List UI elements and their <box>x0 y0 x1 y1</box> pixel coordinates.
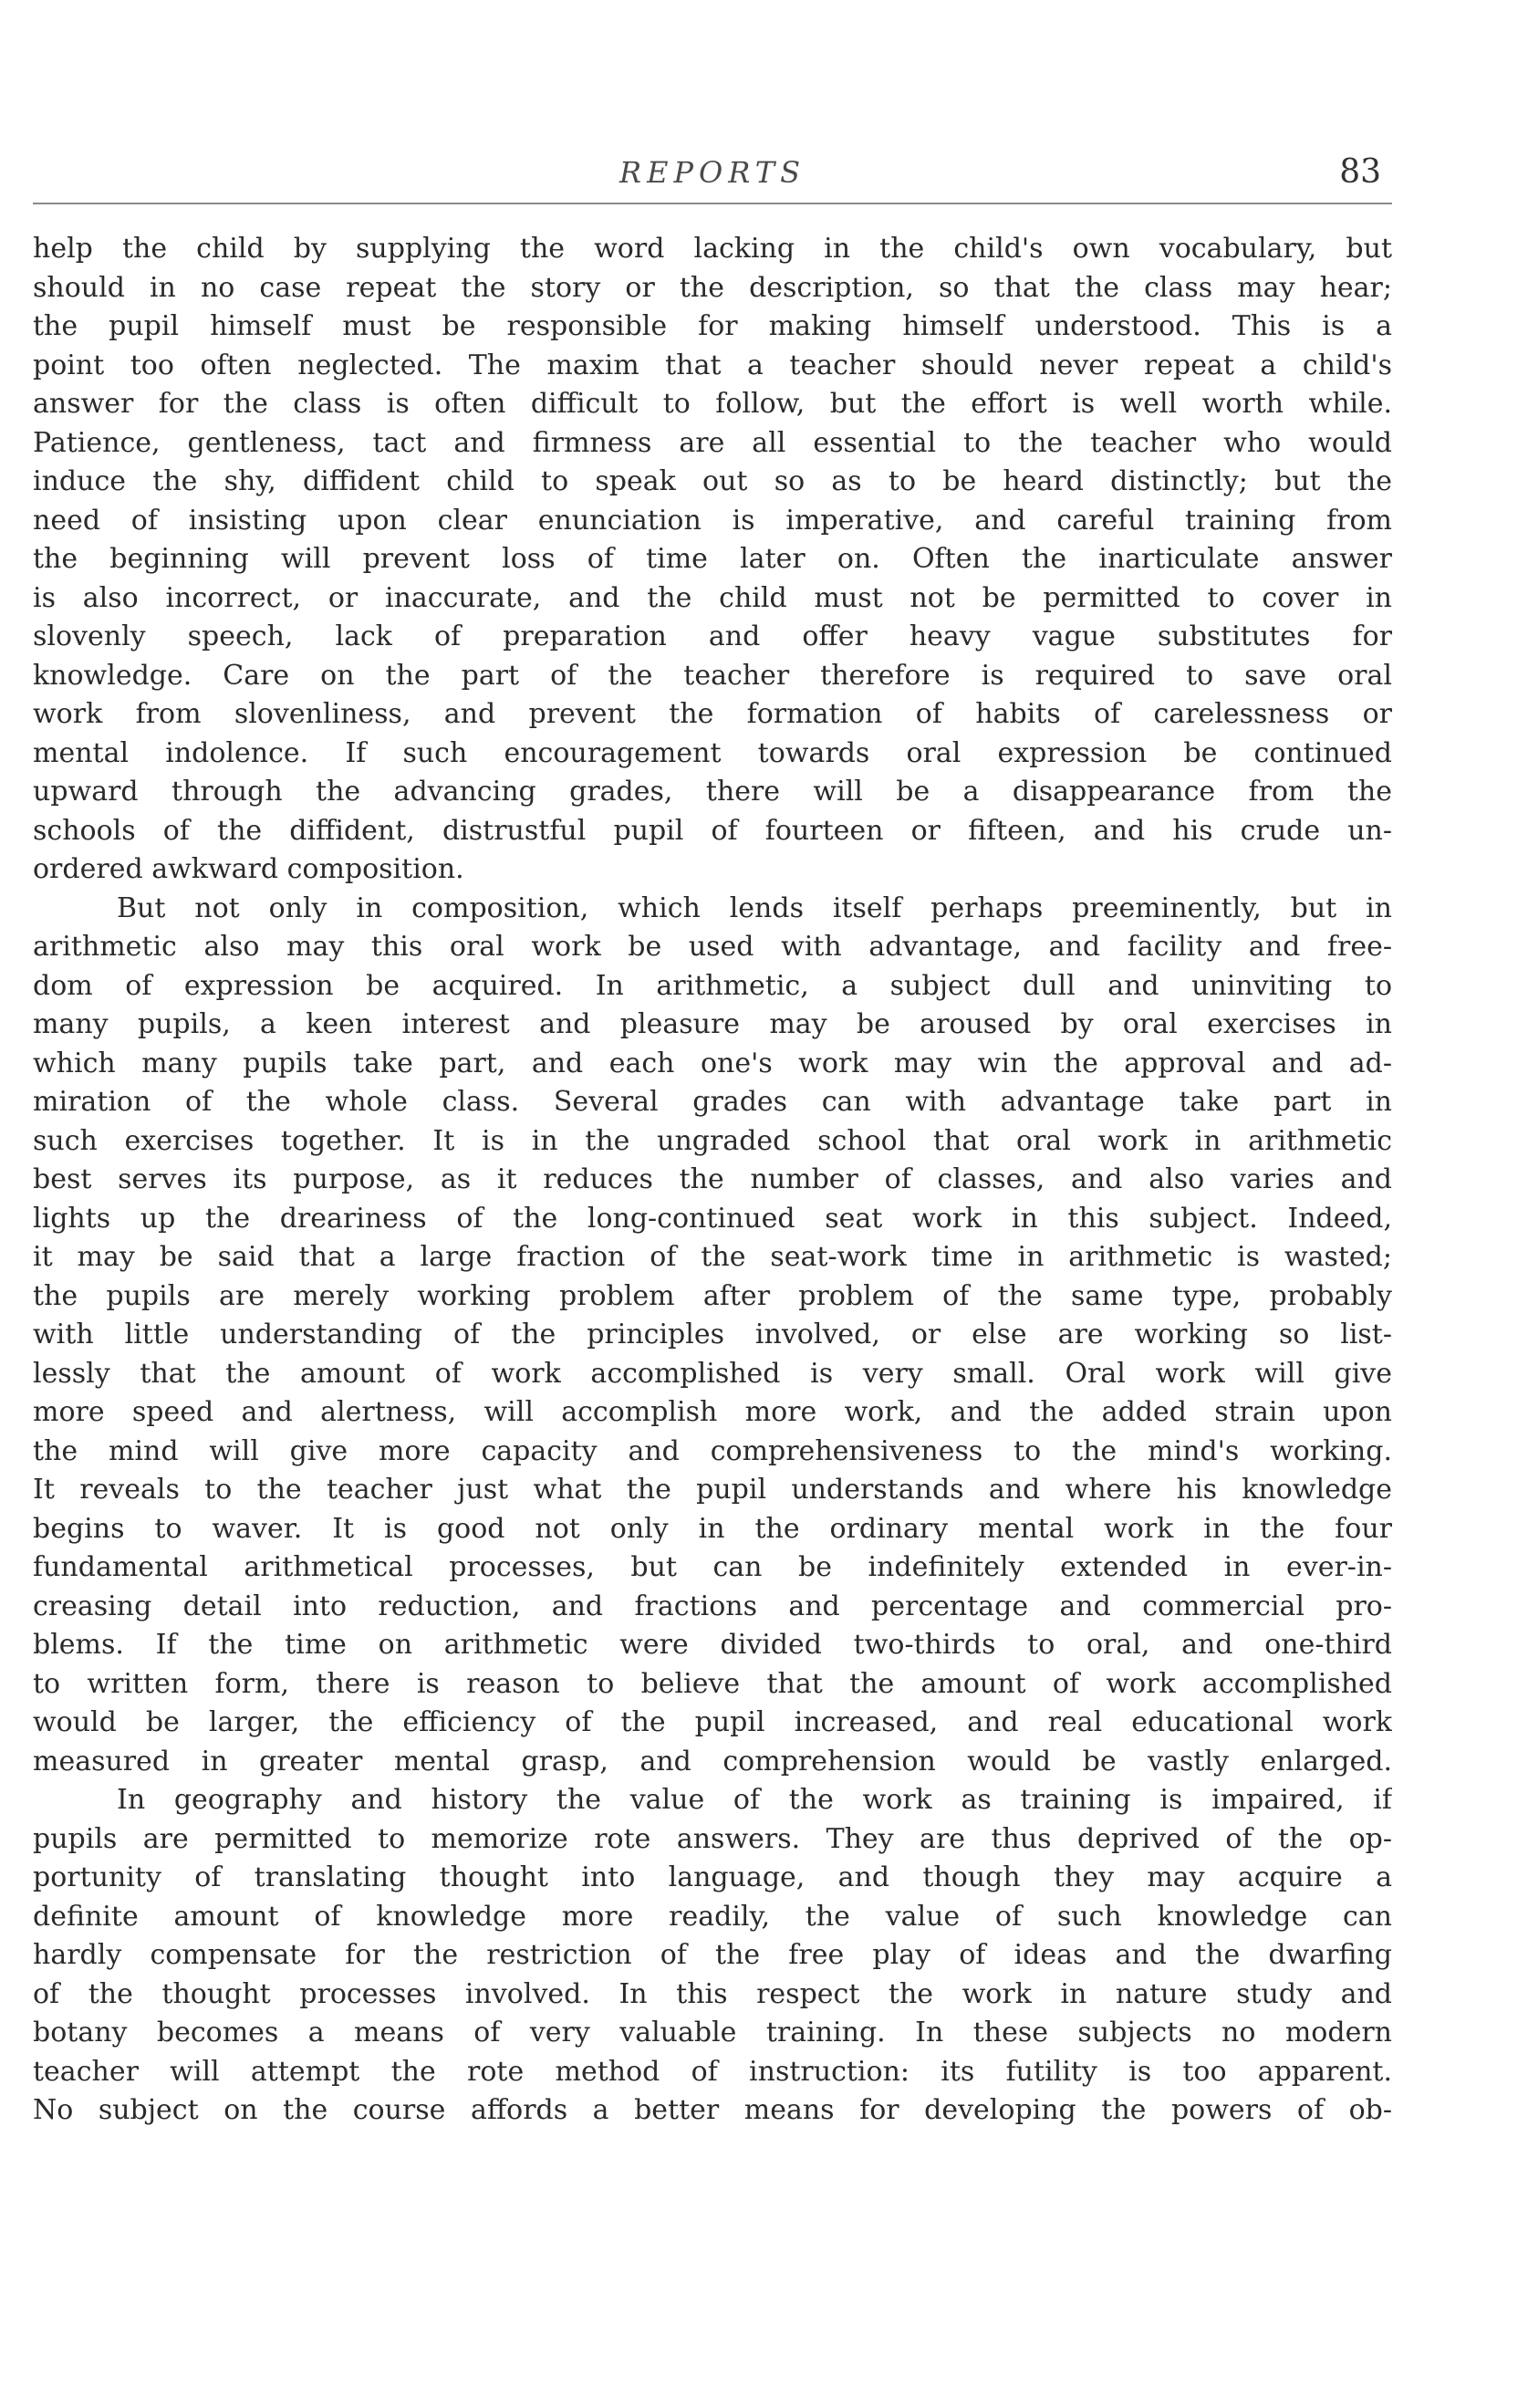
text-line: miration of the whole class. Several grades can with advantage take part in <box>33 1086 1392 1118</box>
text-line: the pupil himself must be responsible for making himself understood. This is a <box>33 310 1392 342</box>
text-line: Patience, gentleness, tact and firmness are all essential to the teacher who would <box>33 426 1392 459</box>
text-line: In geography and history the value of the work as training is impaired, if <box>117 1784 1392 1816</box>
text-line: should in no case repeat the story or the description, so that the class may hear; <box>33 271 1392 304</box>
text-line: hardly compensate for the restriction of the free play of ideas and the dwarfing <box>33 1939 1392 1971</box>
text-line: of the thought processes involved. In this respect the work in nature study and <box>33 1977 1392 2010</box>
text-line: lessly that the amount of work accomplished is very small. Oral work will give <box>33 1357 1392 1390</box>
text-line: point too often neglected. The maxim that a teacher should never repeat a child's <box>33 349 1392 381</box>
text-line: work from slovenliness, and prevent the formation of habits of carelessness or <box>33 698 1392 730</box>
page-number: 83 <box>1339 153 1381 191</box>
body-text <box>33 230 1392 2131</box>
text-line: measured in greater mental grasp, and comprehension would be vastly enlarged. <box>33 1745 1392 1777</box>
text-line: fundamental arithmetical processes, but can be indefinitely extended in ever-in- <box>33 1551 1392 1583</box>
text-line: would be larger, the efficiency of the pupil increased, and real educational work <box>33 1706 1392 1738</box>
text-line: begins to waver. It is good not only in the ordinary mental work in the four <box>33 1512 1392 1545</box>
running-head: REPORTS <box>618 155 806 190</box>
text-line: help the child by supplying the word lacking in the child's own vocabulary, but <box>33 233 1392 265</box>
text-line: ordered awkward composition. <box>33 853 464 885</box>
text-line: lights up the dreariness of the long-continued seat work in this subject. Indeed, <box>33 1202 1392 1235</box>
book-page <box>33 137 1392 2131</box>
text-line: botany becomes a means of very valuable training. In these subjects no modern <box>33 2017 1392 2048</box>
text-line: schools of the diffident, distrustful pupil of fourteen or fifteen, and his crude un- <box>33 814 1392 847</box>
text-line: more speed and alertness, will accomplish more work, and the added strain upon <box>33 1396 1392 1428</box>
text-line: which many pupils take part, and each one's work may win the approval and ad- <box>33 1047 1392 1079</box>
text-line: It reveals to the teacher just what the pupil understands and where his knowledge <box>33 1474 1392 1506</box>
text-line: portunity of translating thought into language, and though they may acquire a <box>33 1861 1392 1893</box>
text-line: the beginning will prevent loss of time later on. Often the inarticulate answer <box>33 543 1392 575</box>
text-line: the pupils are merely working problem after problem of the same type, probably <box>33 1279 1392 1312</box>
text-line: definite amount of knowledge more readily, the value of such knowledge can <box>33 1900 1392 1933</box>
text-line: pupils are permitted to memorize rote answers. They are thus deprived of the op- <box>33 1822 1392 1855</box>
text-line: answer for the class is often difficult to follow, but the effort is well worth while. <box>33 388 1392 420</box>
text-line: slovenly speech, lack of preparation and offer heavy vague substitutes for <box>33 620 1392 652</box>
text-line: to written form, there is reason to believe that the amount of work accomplished <box>33 1667 1392 1700</box>
text-line: such exercises together. It is in the ungraded school that oral work in arithmetic <box>33 1124 1392 1157</box>
text-line: is also incorrect, or inaccurate, and the child must not be permitted to cover in <box>33 581 1392 614</box>
text-line: induce the shy, diffident child to speak out so as to be heard distinctly; but the <box>33 465 1392 497</box>
text-line: arithmetic also may this oral work be used with advantage, and facility and free- <box>33 931 1392 963</box>
text-line: it may be said that a large fraction of the seat-work time in arithmetic is wasted; <box>33 1241 1392 1273</box>
text-line: upward through the advancing grades, there will be a disappearance from the <box>33 776 1392 808</box>
text-line: blems. If the time on arithmetic were divided two-thirds to oral, and one-third <box>33 1629 1392 1661</box>
text-line: many pupils, a keen interest and pleasure may be aroused by oral exercises in <box>33 1008 1392 1040</box>
text-line: dom of expression be acquired. In arithmetic, a subject dull and uninviting to <box>33 969 1392 1002</box>
text-line: need of insisting upon clear enunciation is imperative, and careful training from <box>33 504 1392 537</box>
text-line: knowledge. Care on the part of the teacher therefore is required to save oral <box>33 659 1392 692</box>
text-line: But not only in composition, which lends itself perhaps preeminently, but in <box>117 891 1392 924</box>
text-line: mental indolence. If such encouragement towards oral expression be continued <box>33 736 1392 769</box>
text-line: best serves its purpose, as it reduces the number of classes, and also varies and <box>33 1163 1392 1195</box>
text-line: the mind will give more capacity and comprehensiveness to the mind's working. <box>33 1434 1392 1467</box>
page-header <box>33 137 1392 204</box>
text-line: No subject on the course affords a better means for developing the powers of ob- <box>33 2094 1392 2126</box>
text-line: teacher will attempt the rote method of instruction: its futility is too apparent. <box>33 2055 1392 2088</box>
text-line: with little understanding of the principles involved, or else are working so list- <box>33 1319 1392 1350</box>
text-line: creasing detail into reduction, and fractions and percentage and commercial pro- <box>33 1590 1392 1622</box>
